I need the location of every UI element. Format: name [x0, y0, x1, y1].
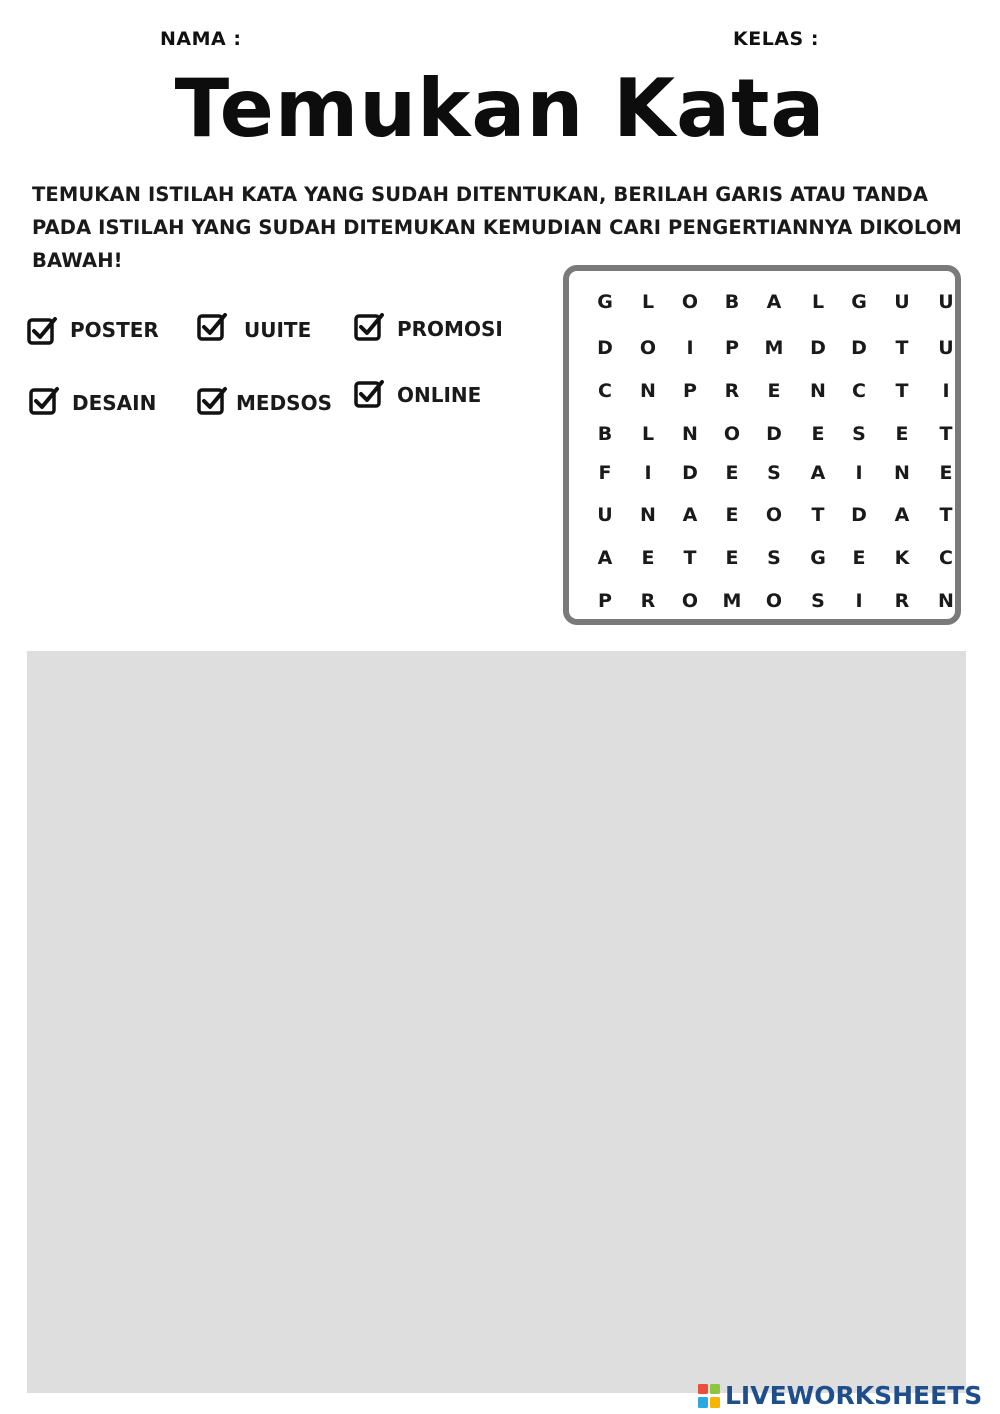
grid-letter[interactable]: S	[767, 462, 781, 484]
grid-letter[interactable]: M	[722, 590, 742, 612]
grid-letter[interactable]: S	[811, 590, 825, 612]
grid-letter[interactable]: L	[641, 423, 655, 445]
grid-letter[interactable]: D	[597, 337, 613, 359]
grid-letter[interactable]: A	[766, 291, 782, 313]
grid-letter[interactable]: A	[810, 462, 826, 484]
grid-letter[interactable]: D	[851, 337, 867, 359]
word-label: UUITE	[244, 318, 312, 342]
kelas-label: KELAS :	[733, 28, 819, 50]
checkbox-check-icon	[26, 314, 58, 346]
grid-letter[interactable]: T	[811, 504, 825, 526]
grid-letter[interactable]: D	[682, 462, 698, 484]
checkbox-check-icon	[353, 310, 385, 342]
grid-letter[interactable]: F	[598, 462, 612, 484]
grid-letter[interactable]: I	[855, 590, 863, 612]
grid-letter[interactable]: L	[641, 291, 655, 313]
word-item-online[interactable]	[353, 377, 481, 409]
checkbox-check-icon	[196, 310, 228, 342]
grid-letter[interactable]: N	[682, 423, 698, 445]
checkbox-check-icon	[28, 384, 60, 416]
grid-letter[interactable]: K	[894, 547, 910, 569]
grid-letter[interactable]: I	[855, 462, 863, 484]
grid-letter[interactable]: I	[644, 462, 652, 484]
word-item-uuite[interactable]	[196, 310, 311, 342]
nama-label: NAMA :	[160, 28, 242, 50]
word-item-poster[interactable]	[26, 314, 159, 346]
grid-letter[interactable]: O	[681, 291, 699, 313]
word-item-desain[interactable]	[28, 384, 156, 416]
grid-letter[interactable]: G	[597, 291, 613, 313]
grid-letter[interactable]: U	[938, 337, 954, 359]
grid-letter[interactable]: I	[942, 380, 950, 402]
grid-letter[interactable]: R	[724, 380, 740, 402]
grid-letter[interactable]: G	[810, 547, 826, 569]
answer-area[interactable]	[27, 651, 966, 1393]
grid-letter[interactable]: R	[640, 590, 656, 612]
grid-letter[interactable]: E	[811, 423, 825, 445]
grid-letter[interactable]: E	[725, 504, 739, 526]
grid-letter[interactable]: E	[895, 423, 909, 445]
liveworksheets-logo-icon	[697, 1383, 721, 1409]
grid-letter[interactable]: T	[683, 547, 697, 569]
grid-letter[interactable]: E	[641, 547, 655, 569]
grid-letter[interactable]: E	[725, 462, 739, 484]
grid-letter[interactable]: G	[851, 291, 867, 313]
grid-letter[interactable]: P	[683, 380, 697, 402]
grid-letter[interactable]: D	[766, 423, 782, 445]
grid-letter[interactable]: A	[894, 504, 910, 526]
grid-letter[interactable]: T	[895, 337, 909, 359]
word-label: POSTER	[70, 318, 159, 342]
grid-letter[interactable]: T	[895, 380, 909, 402]
grid-letter[interactable]: D	[851, 504, 867, 526]
grid-letter[interactable]: I	[686, 337, 694, 359]
grid-letter[interactable]: O	[765, 590, 783, 612]
word-label: ONLINE	[397, 383, 482, 407]
instructions-text: TEMUKAN ISTILAH KATA YANG SUDAH DITENTUKAN, BERILAH GARIS ATAU TANDA PADA ISTILAH YANG SUDAH DITEMUKAN KEMUDIAN CARI PENGERTIANNYA DIKOLOM BAWAH!	[32, 183, 962, 272]
grid-letter[interactable]: C	[939, 547, 953, 569]
grid-letter[interactable]: N	[894, 462, 910, 484]
grid-letter[interactable]: R	[894, 590, 910, 612]
grid-letter[interactable]: N	[938, 590, 954, 612]
grid-letter[interactable]: E	[767, 380, 781, 402]
grid-letter[interactable]: T	[939, 504, 953, 526]
grid-letter[interactable]: E	[852, 547, 866, 569]
grid-letter[interactable]: B	[597, 423, 613, 445]
word-item-promosi[interactable]	[353, 310, 503, 342]
liveworksheets-branding	[697, 1381, 982, 1410]
grid-letter[interactable]: L	[811, 291, 825, 313]
grid-letter[interactable]: U	[938, 291, 954, 313]
grid-letter[interactable]: A	[682, 504, 698, 526]
checkbox-check-icon	[353, 377, 385, 409]
grid-letter[interactable]: N	[640, 380, 656, 402]
grid-letter[interactable]: O	[681, 590, 699, 612]
word-label: MEDSOS	[236, 391, 332, 415]
grid-letter[interactable]: D	[810, 337, 826, 359]
brand-text: LIVEWORKSHEETS	[725, 1381, 983, 1410]
grid-letter[interactable]: N	[810, 380, 826, 402]
grid-letter[interactable]: U	[894, 291, 910, 313]
grid-letter[interactable]: B	[724, 291, 740, 313]
word-search-grid[interactable]	[563, 265, 961, 625]
grid-letter[interactable]: C	[598, 380, 612, 402]
grid-letter[interactable]: O	[639, 337, 657, 359]
grid-letter[interactable]: E	[725, 547, 739, 569]
word-label: PROMOSI	[397, 317, 503, 341]
grid-letter[interactable]: P	[598, 590, 612, 612]
grid-letter[interactable]: N	[640, 504, 656, 526]
grid-letter[interactable]: E	[939, 462, 953, 484]
word-item-medsos[interactable]	[196, 384, 332, 416]
grid-letter[interactable]: U	[597, 504, 613, 526]
grid-letter[interactable]: A	[597, 547, 613, 569]
grid-letter[interactable]: T	[939, 423, 953, 445]
grid-letter[interactable]: C	[852, 380, 866, 402]
checkbox-check-icon	[196, 384, 228, 416]
grid-letter[interactable]: O	[723, 423, 741, 445]
grid-letter[interactable]: S	[852, 423, 866, 445]
grid-letter[interactable]: O	[765, 504, 783, 526]
page-title: Temukan Kata	[174, 62, 826, 155]
grid-letter[interactable]: S	[767, 547, 781, 569]
word-label: DESAIN	[72, 391, 157, 415]
grid-letter[interactable]: M	[764, 337, 784, 359]
grid-letter[interactable]: P	[725, 337, 739, 359]
